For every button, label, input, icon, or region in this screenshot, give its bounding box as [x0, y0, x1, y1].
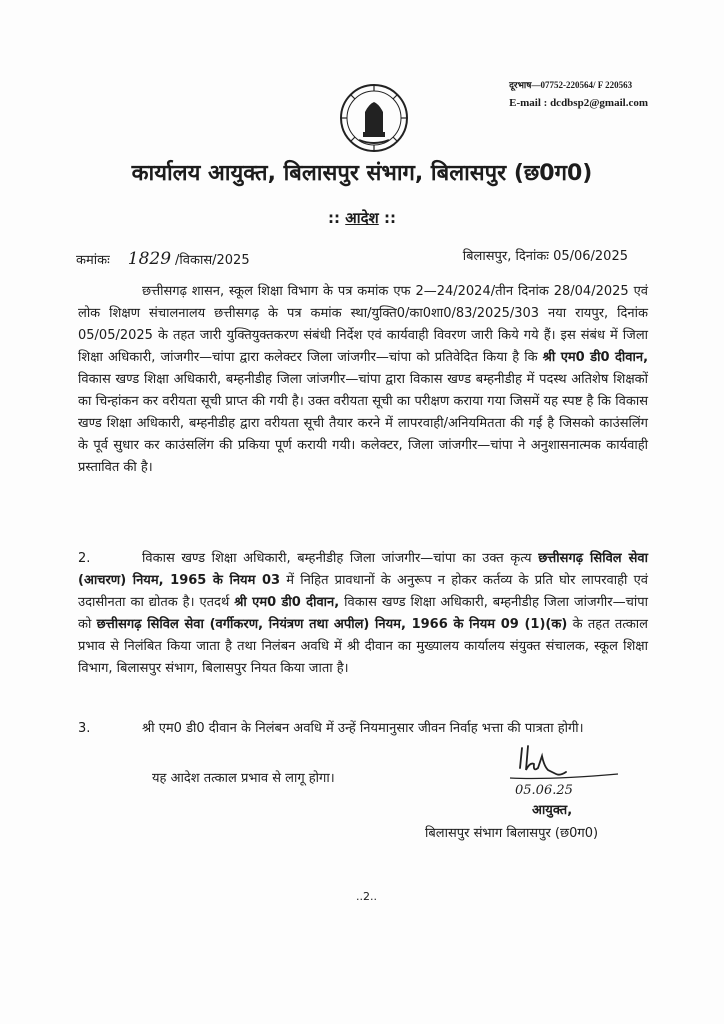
state-emblem-icon: [339, 82, 409, 158]
para1-text-a: छत्तीसगढ़ शासन, स्कूल शिक्षा विभाग के पत्र कमांक एफ 2—24/2024/तीन दिनांक 28/04/2025 एवं लोक शिक्षण संचालनालय छत्तीसगढ़ के पत्र कमांक स्था/युक्ति0/का0शा0/83/2025/303 नया रायपुर, दिनांक 05/05/2025 के तहत जारी युक्तियुक्तकरण संबंधी निर्देश एवं कार्यवाही विवरण जारी किये गये हैं। इस संबंध में जिला शिक्षा अधिकारी, जांजगीर—चांपा द्वारा कलेक्टर जिला जांजगीर—चांपा को प्रतिवेदित किया है कि: [78, 284, 648, 365]
para2-text-a: विकास खण्ड शिक्षा अधिकारी, बम्हनीडीह जिला जांजगीर—चांपा का उक्त कृत्य: [142, 551, 539, 566]
para1-officer-name: श्री एम0 डी0 दीवान,: [542, 350, 649, 365]
reference-label: कमांकः: [76, 253, 110, 268]
paragraph-2: [78, 548, 648, 680]
paragraph-4: यह आदेश तत्काल प्रभाव से लागू होगा।: [152, 771, 335, 786]
order-heading-prefix: ::: [328, 209, 346, 227]
page-number: ..2..: [356, 890, 377, 903]
reference-number: 1829: [127, 249, 172, 269]
office-title: कार्यालय आयुक्त, बिलासपुर संभाग, बिलासपुर (छ0ग0): [131, 161, 593, 186]
para2-text-g: के तहत तत्काल प्रभाव से निलंबित किया जाता है तथा निलंबन अवधि में श्री दीवान का मुख्यालय कार्यालय संयुक्त संचालक, स्कूल शिक्षा विभाग, बिलासपुर संभाग, बिलासपुर नियत किया जाता है।: [78, 617, 648, 676]
contact-block: [509, 78, 648, 109]
order-date: बिलासपुर, दिनांकः 05/06/2025: [462, 249, 628, 264]
reference-line: [76, 249, 250, 269]
para2-conduct-rule: छत्तीसगढ़ सिविल सेवा (आचरण) नियम, 1965 के नियम 03: [78, 551, 648, 588]
handwritten-date: 05.06.25: [515, 783, 573, 798]
order-heading: [0, 208, 724, 228]
para1-text-c: विकास खण्ड शिक्षा अधिकारी, बम्हनीडीह जिला जांजगीर—चांपा द्वारा विकास खण्ड बम्हनीडीह में पदस्थ अतिशेष शिक्षकों का चिन्हांकन कर वरीयता सूची प्राप्त की गयी है। उक्त वरीयता सूची का परीक्षण कराया गया जिसमें यह स्पष्ट है कि विकास खण्ड शिक्षा अधिकारी, बम्हनीडीह द्वारा वरीयता सूची तैयार करने में लापरवाही/अनियमितता की गई है जिसको काउंसलिंग के पूर्व सुधार कर काउंसलिंग की प्रकिया पूर्ण करायी गयी। कलेक्टर, जिला जांजगीर—चांपा ने अनुशासनात्मक कार्यवाही प्रस्तावित की है।: [78, 372, 648, 475]
reference-suffix: /विकास/2025: [175, 253, 250, 268]
order-heading-suffix: ::: [378, 209, 396, 227]
para2-cca-rule: छत्तीसगढ़ सिविल सेवा (वर्गीकरण, नियंत्रण तथा अपील) नियम, 1966 के नियम 09 (1)(क): [96, 617, 568, 632]
para3-text: श्री एम0 डी0 दीवान के निलंबन अवधि में उन्हें नियमानुसार जीवन निर्वाह भत्ता की पात्रता होगी।: [142, 721, 584, 736]
email-address: E-mail : dcdbsp2@gmail.com: [509, 97, 648, 109]
para2-text-c: में निहित प्रावधानों के अनुरूप न होकर कर्तव्य के प्रति घोर लापरवाही एवं उदासीनता का द्योतक है। एतदर्थ: [78, 573, 648, 610]
phone-number: दूरभाष—07752-220564/ F 220563: [509, 80, 633, 90]
para2-text-e: विकास खण्ड शिक्षा अधिकारी, बम्हनीडीह जिला जांजगीर—चांपा को: [78, 595, 648, 632]
signatory-designation: आयुक्त,: [532, 803, 573, 818]
para3-number: 3.: [78, 721, 91, 736]
para2-officer-name: श्री एम0 डी0 दीवान,: [234, 595, 340, 610]
paragraph-1: [78, 281, 648, 479]
order-heading-word: आदेश: [345, 209, 379, 227]
signatory-place: बिलासपुर संभाग बिलासपुर (छ0ग0): [425, 826, 599, 841]
para2-number: 2.: [78, 551, 91, 566]
